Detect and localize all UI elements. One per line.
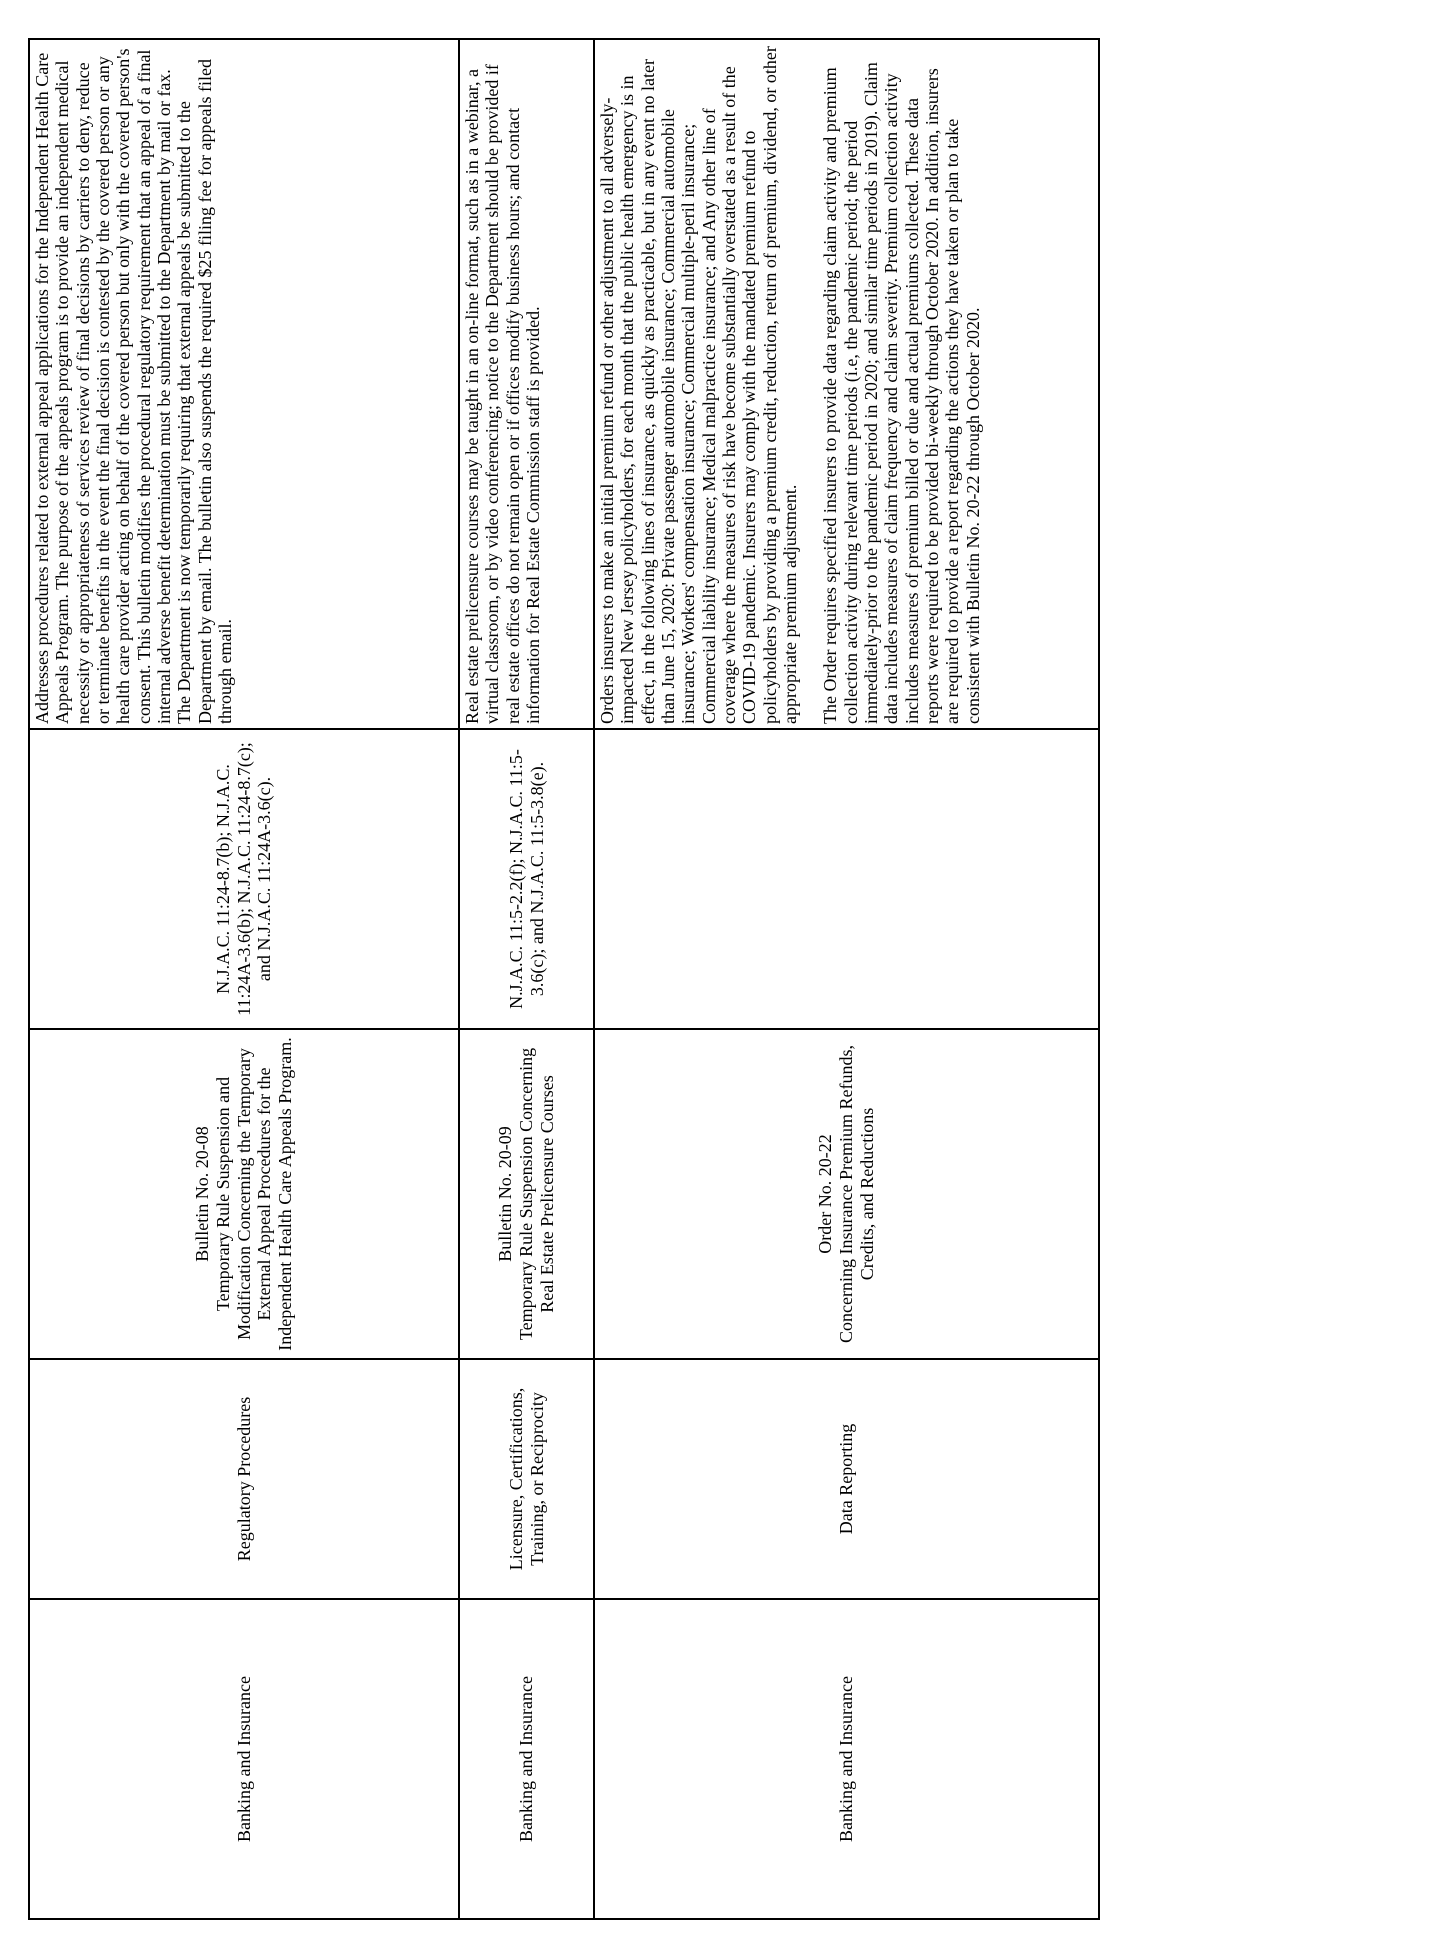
document-title: Concerning Insurance Premium Refunds, Credits, and Reductions (836, 1045, 877, 1343)
document-title: Temporary Rule Suspension and Modification Concerning the Temporary External Appeal Procedures for the Independent Health Care Appeals Program. (212, 1037, 296, 1351)
citation-cell: N.J.A.C. 11:5-2.2(f); N.J.A.C. 11:5-3.6(c); and N.J.A.C. 11:5-3.8(e). (459, 729, 594, 1029)
summary-cell (594, 39, 1099, 729)
table-row (459, 39, 594, 1919)
document-title: Temporary Rule Suspension Concerning Real Estate Prelicensure Courses (516, 1047, 557, 1341)
summary-paragraph: Orders insurers to make an initial premium refund or other adjustment to all adversely-impacted New Jersey policyholders, for each month that the public health emergency is in effect, in the following lines of insurance, as quickly as practicable, but in any event no later than June 15, 2020: Private passenger automobile insurance; Commercial automobile insurance; Workers' compensation insurance; Commercial multiple-peril insurance; Commercial liability insurance; Medical malpractice insurance; and Any other line of coverage where the measures of risk have become substantially overstated as a result of the COVID-19 pandemic. Insurers may comply with the mandated premium refund to policyholders by providing a premium credit, reduction, return of premium, dividend, or other appropriate premium adjustment. (597, 46, 800, 724)
table-row (594, 39, 1099, 1919)
citation-cell (594, 729, 1099, 1029)
department-cell: Banking and Insurance (29, 1599, 459, 1919)
category-cell: Regulatory Procedures (29, 1359, 459, 1599)
rotated-document-page (28, 20, 1098, 1920)
document-cell (29, 1029, 459, 1359)
document-cell (459, 1029, 594, 1359)
paragraph-gap (800, 44, 820, 724)
department-cell: Banking and Insurance (594, 1599, 1099, 1919)
category-cell: Licensure, Certifications, Training, or Reciprocity (459, 1359, 594, 1599)
table-row (29, 39, 459, 1919)
summary-cell: Addresses procedures related to external appeal applications for the Independent Health Care Appeals Program. The purpose of the appeals program is to provide an independent medical necessity or appropriateness of services review of final decisions by carriers to deny, reduce or terminate benefits in the event the final decision is contested by the covered person or any health care provider acting on behalf of the covered person but only with the covered person's consent. This bulletin modifies the procedural regulatory requirement that an appeal of a final internal adverse benefit determination must be submitted to the Department by mail or fax. The Department is now temporarily requiring that external appeals be submitted to the Department by email. The bulletin also suspends the required $25 filing fee for appeals filed through email. (29, 39, 459, 729)
summary-cell: Real estate prelicensure courses may be taught in an on-line format, such as in a webinar, a virtual classroom, or by video conferencing; notice to the Department should be provided if real estate offices do not remain open or if offices modify business hours; and contact information for Real Estate Commission staff is provided. (459, 39, 594, 729)
document-number: Bulletin No. 20-09 (495, 1126, 516, 1262)
document-number: Bulletin No. 20-08 (192, 1126, 213, 1262)
department-cell: Banking and Insurance (459, 1599, 594, 1919)
document-number: Order No. 20-22 (815, 1134, 836, 1254)
summary-paragraph: The Order requires specified insurers to provide data regarding claim activity and premium collection activity during relevant time periods (i.e, the pandemic period; the period immediately-prior to the pandemic period in 2020; and similar time periods in 2019). Claim data includes measures of claim frequency and claim severity. Premium collection activity includes measures of premium billed or due and actual premiums collected. These data reports were required to be provided bi-weekly through October 2020. In addition, insurers are required to provide a report regarding the actions they have taken or plan to take consistent with Bulletin No. 20-22 through October 2020. (820, 62, 983, 724)
citation-cell: N.J.A.C. 11:24-8.7(b); N.J.A.C. 11:24A-3.6(b); N.J.A.C. 11:24-8.7(c); and N.J.A.C. 11:24A-3.6(c). (29, 729, 459, 1029)
document-cell (594, 1029, 1099, 1359)
category-cell: Data Reporting (594, 1359, 1099, 1599)
covid-rule-table (28, 38, 1100, 1920)
